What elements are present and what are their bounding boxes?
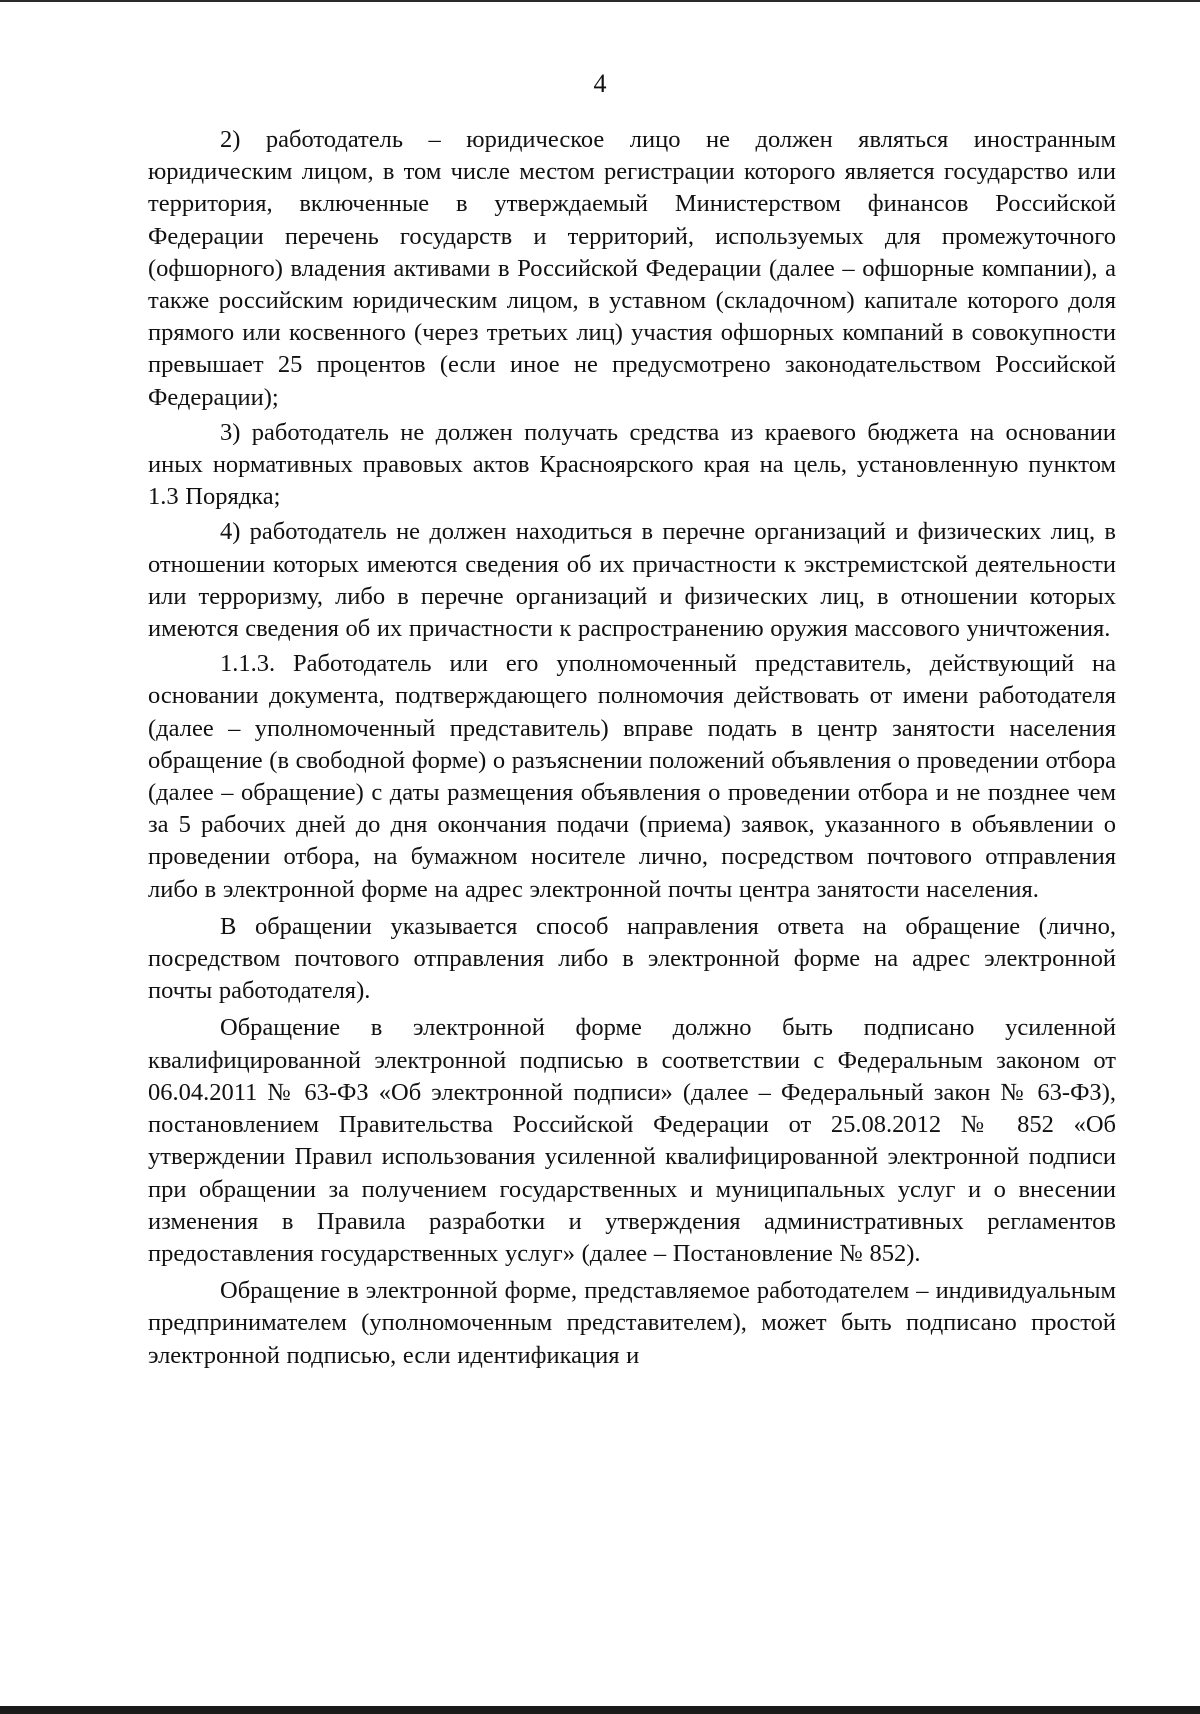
paragraph-1-1-3-inquiry: 1.1.3. Работодатель или его уполномоченный представитель, действующий на основании документа, подтверждающего полномочия действовать от имени работодателя (далее – уполномоченный представитель) вправе подать в центр занятости населения обращение (в свободной форме) о разъяснении положений объявления о проведении отбора (далее – обращение) с даты размещения объявления о проведении отбора и не позднее чем за 5 рабочих дней до дня окончания подачи (приема) заявок, указанного в объявлении о проведении отбора, на бумажном носителе лично, посредством почтового отправления либо в электронной форме на адрес электронной почты центра занятости населения.	[148, 650, 1117, 903]
page-number: 4	[593, 69, 607, 98]
document-body	[148, 124, 1116, 1372]
paragraph-item-3-budget: 3) работодатель не должен получать средства из краевого бюджета на основании иных нормативных правовых актов Красноярского края на цель, установленную пунктом 1.3 Порядка;	[148, 418, 1116, 511]
paragraph-simple-signature: Обращение в электронной форме, представляемое работодателем – индивидуальным предпринимателем (уполномоченным представителем), может быть подписано простой электронной подписью, если идентификация и	[148, 1277, 1116, 1369]
bottom-scan-border	[0, 1706, 1200, 1714]
paragraph-item-4-extremism-list: 4) работодатель не должен находиться в перечне организаций и физических лиц, в отношении которых имеются сведения об их причастности к экстремистской деятельности или терроризму, либо в перечне организаций и физических лиц, в отношении которых имеются сведения об их причастности к распространению оружия массового уничтожения.	[148, 518, 1116, 643]
paragraph-response-method: В обращении указывается способ направления ответа на обращение (лично, посредством почтового отправления либо в электронной форме на адрес электронной почты работодателя).	[148, 912, 1116, 1005]
top-scan-border	[0, 0, 1200, 2]
paragraph-item-2-offshore: 2) работодатель – юридическое лицо не должен являться иностранным юридическим лицом, в том числе местом регистрации которого является государство или территория, включенные в утверждаемый Министерством финансов Российской Федерации перечень государств и территорий, используемых для промежуточного (офшорного) владения активами в Российской Федерации (далее – офшорные компании), а также российским юридическим лицом, в уставном (складочном) капитале которого доля прямого или косвенного (через третьих лиц) участия офшорных компаний в совокупности превышает 25 процентов (если иное не предусмотрено законодательством Российской Федерации);	[148, 126, 1116, 411]
paragraph-qualified-signature: Обращение в электронной форме должно быть подписано усиленной квалифицированной электронной подписью в соответствии с Федеральным законом от 06.04.2011 № 63-ФЗ «Об электронной подписи» (далее – Федеральный закон № 63-ФЗ), постановлением Правительства Российской Федерации от 25.08.2012 № 852 «Об утверждении Правил использования усиленной квалифицированной электронной подписи при обращении за получением государственных и муниципальных услуг и о внесении изменения в Правила разработки и утверждения административных регламентов предоставления государственных услуг» (далее – Постановление № 852).	[148, 1014, 1116, 1267]
